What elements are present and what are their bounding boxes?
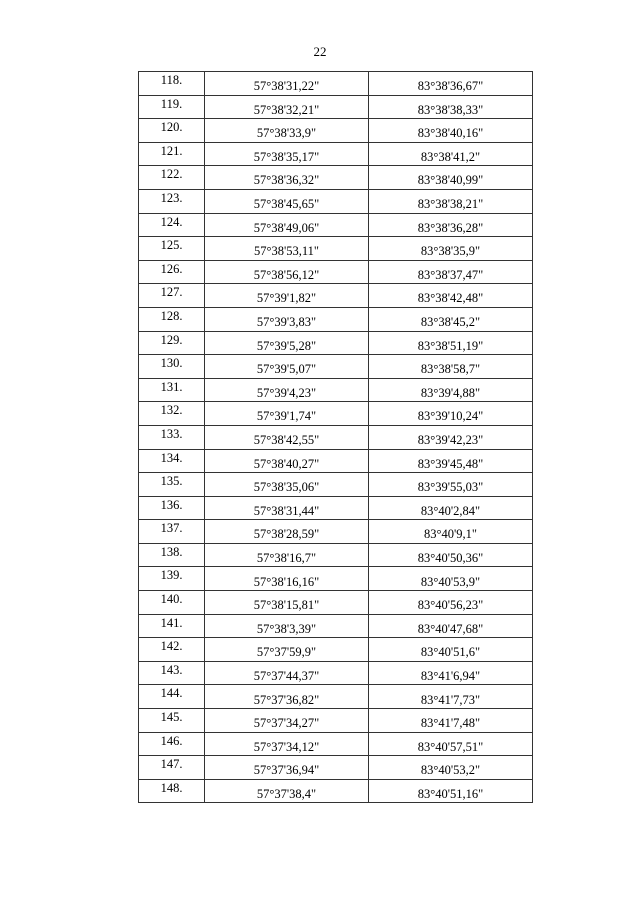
- longitude-cell: 83°38'40,16": [369, 119, 533, 143]
- point-number-cell: 145.: [139, 709, 205, 733]
- point-number-cell: 129.: [139, 331, 205, 355]
- table-row: [139, 614, 533, 638]
- point-number-cell: 137.: [139, 520, 205, 544]
- latitude-cell: 57°37'59,9": [205, 638, 369, 662]
- longitude-cell: 83°40'57,51": [369, 732, 533, 756]
- longitude-cell: 83°38'38,21": [369, 189, 533, 213]
- longitude-cell: 83°40'47,68": [369, 614, 533, 638]
- longitude-cell: 83°40'53,2": [369, 756, 533, 780]
- point-number-cell: 146.: [139, 732, 205, 756]
- latitude-cell: 57°38'16,7": [205, 543, 369, 567]
- table-row: [139, 638, 533, 662]
- table-row: [139, 331, 533, 355]
- latitude-cell: 57°38'40,27": [205, 449, 369, 473]
- point-number-cell: 123.: [139, 189, 205, 213]
- longitude-cell: 83°40'56,23": [369, 591, 533, 615]
- table-row: [139, 307, 533, 331]
- point-number-cell: 143.: [139, 661, 205, 685]
- longitude-cell: 83°38'45,2": [369, 307, 533, 331]
- longitude-cell: 83°39'4,88": [369, 378, 533, 402]
- table-row: [139, 779, 533, 803]
- point-number-cell: 136.: [139, 496, 205, 520]
- longitude-cell: 83°39'10,24": [369, 402, 533, 426]
- latitude-cell: 57°38'45,65": [205, 189, 369, 213]
- latitude-cell: 57°38'53,11": [205, 237, 369, 261]
- table-row: [139, 378, 533, 402]
- latitude-cell: 57°37'44,37": [205, 661, 369, 685]
- point-number-cell: 140.: [139, 591, 205, 615]
- latitude-cell: 57°38'28,59": [205, 520, 369, 544]
- longitude-cell: 83°38'37,47": [369, 260, 533, 284]
- point-number-cell: 139.: [139, 567, 205, 591]
- latitude-cell: 57°38'15,81": [205, 591, 369, 615]
- longitude-cell: 83°39'45,48": [369, 449, 533, 473]
- point-number-cell: 138.: [139, 543, 205, 567]
- longitude-cell: 83°38'42,48": [369, 284, 533, 308]
- point-number-cell: 124.: [139, 213, 205, 237]
- point-number-cell: 118.: [139, 72, 205, 96]
- latitude-cell: 57°39'1,82": [205, 284, 369, 308]
- longitude-cell: 83°41'7,48": [369, 709, 533, 733]
- point-number-cell: 141.: [139, 614, 205, 638]
- table-row: [139, 520, 533, 544]
- table-row: [139, 213, 533, 237]
- table-row: [139, 661, 533, 685]
- latitude-cell: 57°38'49,06": [205, 213, 369, 237]
- longitude-cell: 83°38'36,67": [369, 72, 533, 96]
- latitude-cell: 57°37'36,94": [205, 756, 369, 780]
- table-row: [139, 567, 533, 591]
- latitude-cell: 57°38'35,17": [205, 142, 369, 166]
- latitude-cell: 57°39'4,23": [205, 378, 369, 402]
- table-row: [139, 260, 533, 284]
- point-number-cell: 132.: [139, 402, 205, 426]
- coordinates-table-body: [139, 72, 533, 803]
- table-row: [139, 166, 533, 190]
- table-row: [139, 95, 533, 119]
- point-number-cell: 133.: [139, 425, 205, 449]
- latitude-cell: 57°39'3,83": [205, 307, 369, 331]
- point-number-cell: 142.: [139, 638, 205, 662]
- table-row: [139, 685, 533, 709]
- latitude-cell: 57°38'3,39": [205, 614, 369, 638]
- table-row: [139, 473, 533, 497]
- longitude-cell: 83°38'40,99": [369, 166, 533, 190]
- latitude-cell: 57°37'34,12": [205, 732, 369, 756]
- longitude-cell: 83°38'58,7": [369, 355, 533, 379]
- table-row: [139, 756, 533, 780]
- point-number-cell: 148.: [139, 779, 205, 803]
- latitude-cell: 57°38'35,06": [205, 473, 369, 497]
- longitude-cell: 83°40'2,84": [369, 496, 533, 520]
- page-number: 22: [313, 44, 327, 59]
- longitude-cell: 83°39'42,23": [369, 425, 533, 449]
- table-row: [139, 119, 533, 143]
- longitude-cell: 83°40'53,9": [369, 567, 533, 591]
- table-row: [139, 543, 533, 567]
- table-row: [139, 355, 533, 379]
- longitude-cell: 83°40'51,16": [369, 779, 533, 803]
- longitude-cell: 83°38'36,28": [369, 213, 533, 237]
- point-number-cell: 127.: [139, 284, 205, 308]
- longitude-cell: 83°38'35,9": [369, 237, 533, 261]
- latitude-cell: 57°38'42,55": [205, 425, 369, 449]
- table-row: [139, 591, 533, 615]
- longitude-cell: 83°40'9,1": [369, 520, 533, 544]
- latitude-cell: 57°38'56,12": [205, 260, 369, 284]
- point-number-cell: 121.: [139, 142, 205, 166]
- table-row: [139, 425, 533, 449]
- latitude-cell: 57°38'31,44": [205, 496, 369, 520]
- table-row: [139, 189, 533, 213]
- table-row: [139, 732, 533, 756]
- point-number-cell: 122.: [139, 166, 205, 190]
- longitude-cell: 83°40'50,36": [369, 543, 533, 567]
- point-number-cell: 125.: [139, 237, 205, 261]
- longitude-cell: 83°38'38,33": [369, 95, 533, 119]
- table-row: [139, 142, 533, 166]
- table-row: [139, 72, 533, 96]
- latitude-cell: 57°39'5,07": [205, 355, 369, 379]
- longitude-cell: 83°39'55,03": [369, 473, 533, 497]
- longitude-cell: 83°40'51,6": [369, 638, 533, 662]
- longitude-cell: 83°38'51,19": [369, 331, 533, 355]
- point-number-cell: 147.: [139, 756, 205, 780]
- latitude-cell: 57°37'36,82": [205, 685, 369, 709]
- point-number-cell: 126.: [139, 260, 205, 284]
- point-number-cell: 128.: [139, 307, 205, 331]
- point-number-cell: 130.: [139, 355, 205, 379]
- longitude-cell: 83°41'7,73": [369, 685, 533, 709]
- latitude-cell: 57°38'36,32": [205, 166, 369, 190]
- latitude-cell: 57°39'5,28": [205, 331, 369, 355]
- table-row: [139, 496, 533, 520]
- table-row: [139, 449, 533, 473]
- table-row: [139, 284, 533, 308]
- coordinates-table: [138, 71, 533, 803]
- latitude-cell: 57°38'31,22": [205, 72, 369, 96]
- table-row: [139, 402, 533, 426]
- point-number-cell: 120.: [139, 119, 205, 143]
- latitude-cell: 57°37'38,4": [205, 779, 369, 803]
- point-number-cell: 119.: [139, 95, 205, 119]
- longitude-cell: 83°38'41,2": [369, 142, 533, 166]
- point-number-cell: 134.: [139, 449, 205, 473]
- latitude-cell: 57°38'33,9": [205, 119, 369, 143]
- longitude-cell: 83°41'6,94": [369, 661, 533, 685]
- latitude-cell: 57°37'34,27": [205, 709, 369, 733]
- latitude-cell: 57°38'32,21": [205, 95, 369, 119]
- point-number-cell: 135.: [139, 473, 205, 497]
- latitude-cell: 57°39'1,74": [205, 402, 369, 426]
- table-row: [139, 709, 533, 733]
- point-number-cell: 131.: [139, 378, 205, 402]
- table-row: [139, 237, 533, 261]
- latitude-cell: 57°38'16,16": [205, 567, 369, 591]
- point-number-cell: 144.: [139, 685, 205, 709]
